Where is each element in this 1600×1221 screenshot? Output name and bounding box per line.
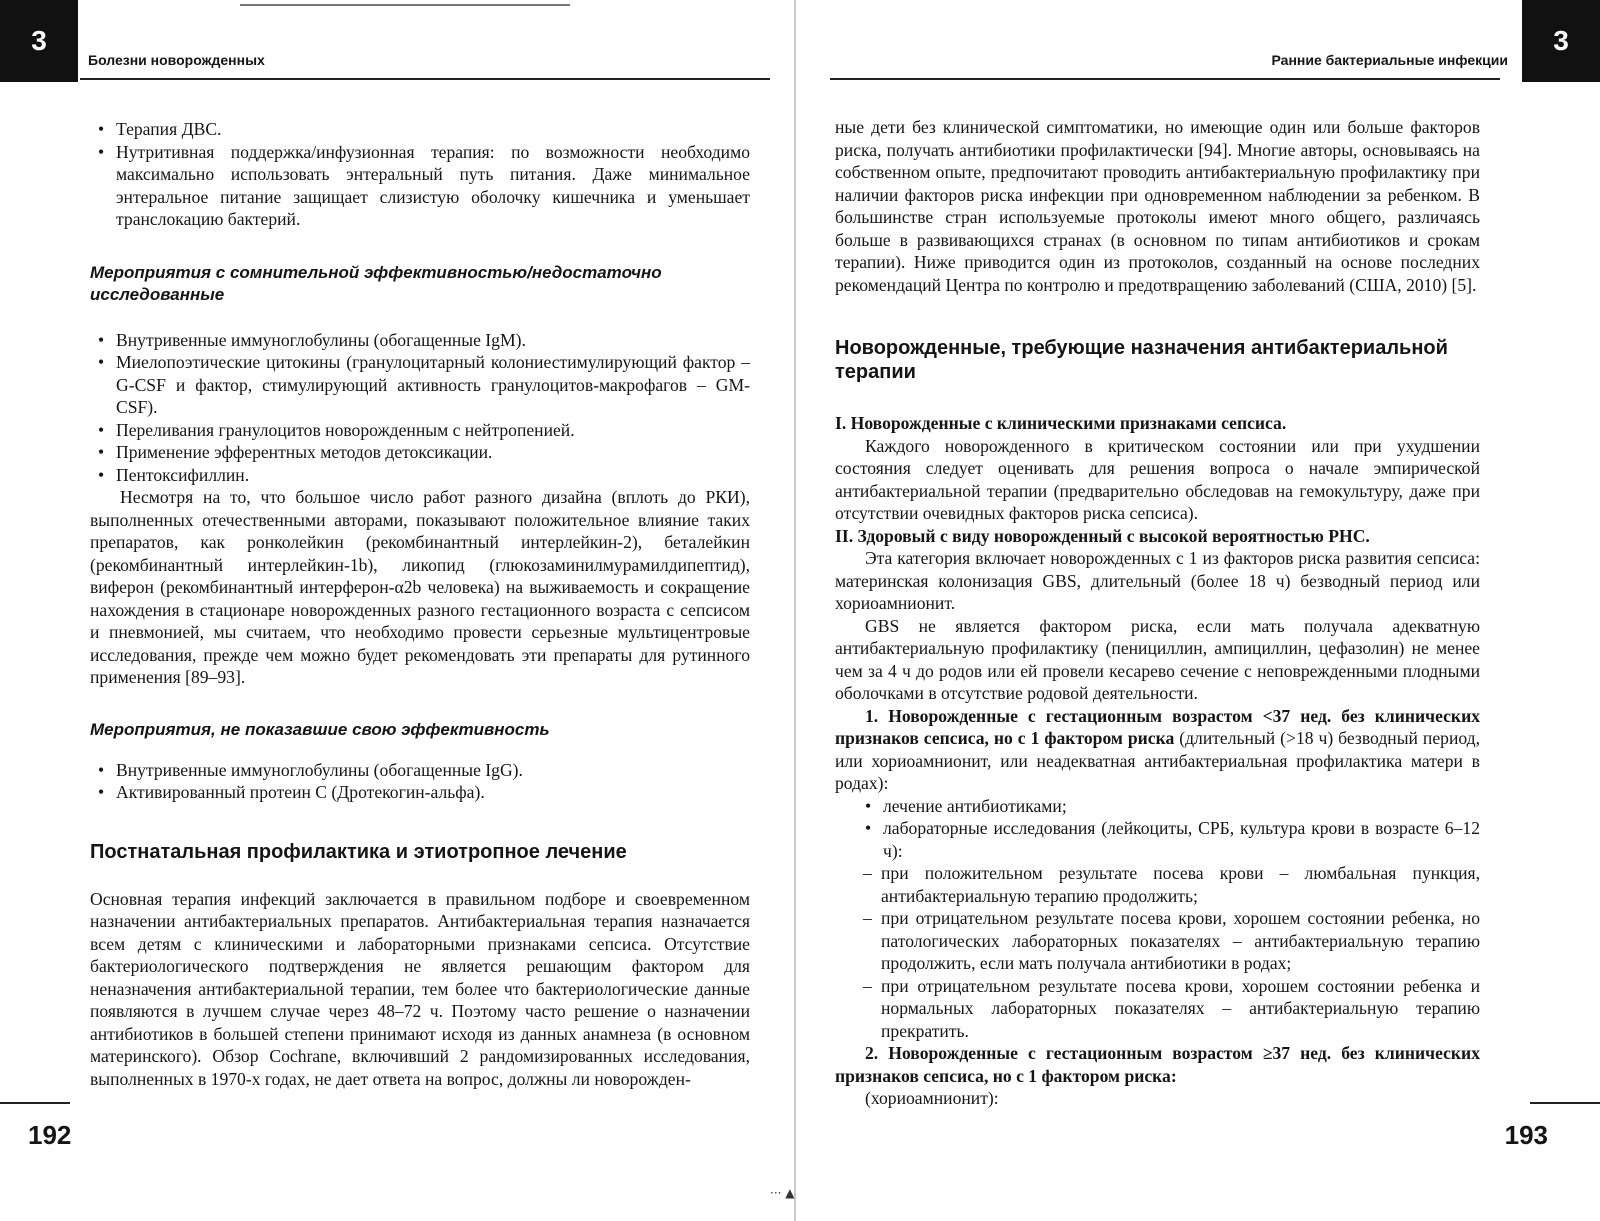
book-spine (794, 0, 796, 1221)
list-item: • Миелопоэтические цитокины (гранулоцитарный колониестимулирующий фактор – G-CSF и фактор, стимулирующий активность гранулоцитов-макрофагов – GM-CSF). (90, 351, 750, 419)
list-item: – при отрицательном результате посева крови, хорошем состоянии ребенка и нормальных лабораторных показателях – антибактериальную терапию прекратить. (863, 975, 1480, 1043)
page-number: 193 (1504, 1120, 1548, 1150)
right-body (835, 116, 1480, 1110)
scan-mark (240, 4, 570, 6)
list-item: • Активированный протеин С (Дротекогин-альфа). (90, 781, 750, 804)
list-item: – при положительном результате посева крови – люмбальная пункция, антибактериальную терапию продолжить; (863, 862, 1480, 907)
right-page (800, 0, 1600, 1221)
chapter-tab: 3 (0, 0, 78, 82)
list-item: • Пентоксифиллин. (90, 464, 750, 487)
binding-mark: ··· ▲ (770, 1186, 795, 1200)
list-item: • Внутривенные иммуноглобулины (обогащенные IgG). (90, 759, 750, 782)
list-item: • лечение антибиотиками; (857, 795, 1480, 818)
subitem1-rest: (длительный (>18 ч) безводный период, или хориоамнионит, или неадекватная антибактериальная профилактика матери в родах): (835, 728, 1480, 793)
list-item: • Применение эфферентных методов детоксикации. (90, 441, 750, 464)
page-number: 192 (28, 1120, 72, 1150)
subitem2-rest: (хориоамнионит): (865, 1088, 999, 1108)
subitem2-heading: 2. Новорожденные с гестационным возрастом ≥37 нед. без клинических признаков сепсиса, но с 1 фактором риска: (835, 1043, 1480, 1086)
paragraph-doubtful: Несмотря на то, что большое число работ разного дизайна (вплоть до РКИ), выполненных отечественными авторами, показывают положительное влияние таких препаратов, как ронколейкин (рекомбинантный интерлейкин-2), беталейкин (рекомбинантный интерлейкин-1b), ликопид (глюкозаминилмурамилдипептид), виферон (рекомбинантный интерферон-α2b человека) на выживаемость и сокращение нахождения в стационаре новорожденных разного гестационного возраста с сепсисом и пневмонией, мы считаем, что необходимо провести серьезные мультицентровые исследования, прежде чем можно будет рекомендовать эти препараты для рутинного применения [89–93]. (90, 487, 750, 687)
bullet-list-therapy (90, 118, 750, 231)
subitem1 (835, 705, 1480, 795)
paragraph-main: Основная терапия инфекций заключается в правильном подборе и своевременном назначении антибактериальных препаратов. Антибактериальная терапия назначается всем детям с клиническими и лабораторными признаками сепсиса. Отсутствие бактериологического подтверждения не является решающим фактором для неназначения антибактериальной терапии, тем более что бактериологические данные появляются в лучшем случае через 48–72 ч. Поэтому часто решение о назначении антибиотиков в большей степени принимают исходя из данных анамнеза (в основном материнского). Обзор Cochrane, включивший 2 рандомизированных исследования, выполненных в 1970-х годах, не дает ответа на вопрос, должны ли новорожден- (90, 888, 750, 1089)
bullet-list-sub1 (835, 795, 1480, 863)
paragraph-continued: ные дети без клинической симптоматики, но имеющие один или больше факторов риска, получать антибиотики профилактически [94]. Многие авторы, основываясь на собственном опыте, предпочитают проводить антибактериальную профилактику при наличии факторов риска инфекции при одновременном наблюдении за ребенком. В большинстве стран используемые протоколы имеют много общего, различаясь больше в развивающихся странах (в основном по типам антибиотиков и срокам терапии). Ниже приводится один из протоколов, созданный на основе последних рекомендаций Центра по контролю и предотвращению заболеваний (США, 2010) [5]. (835, 117, 1480, 295)
subitem1-bold: 1. Новорожденные с гестационным возрастом <37 нед. без клинических признаков сепсиса, но с 1 фактором риска (835, 705, 1480, 748)
item2-text2: GBS не является фактором риска, если мать получала адекватную антибактериальную профилактику (пенициллин, ампициллин, цефазолин) не менее чем за 4 ч до родов или ей провели кесарево сечение с неповрежденными плодными оболочками в отсутствие родовой деятельности. (835, 615, 1480, 703)
chapter-tab: 3 (1522, 0, 1600, 82)
list-item: • Внутривенные иммуноглобулины (обогащенные IgM). (90, 329, 750, 352)
subheading-ineffective: Мероприятия, не показавшие свою эффективность (90, 719, 550, 739)
header-rule (80, 78, 770, 80)
footer-rule (0, 1102, 70, 1104)
list-item: – при отрицательном результате посева крови, хорошем состоянии ребенка, но патологических лабораторных показателях – антибактериальную терапию продолжить, если мать получала антибиотики в родах; (863, 907, 1480, 975)
left-page (0, 0, 790, 1221)
item2-text1: Эта категория включает новорожденных с 1 из факторов риска развития сепсиса: материнская колонизация GBS, длительный (более 18 ч) безводный период или хориоамнионит. (835, 548, 1480, 613)
item1-text: Каждого новорожденного в критическом состоянии или при ухудшении состояния следует оценивать для решения вопроса о начале эмпирической антибактериальной терапии (предварительно обследовав на гемокультуру, даже при отсутствии очевидных факторов риска сепсиса). (835, 435, 1480, 523)
section-title-prophylaxis: Постнатальная профилактика и этиотропное лечение (90, 840, 627, 863)
bullet-list-doubtful (90, 329, 750, 487)
list-item: • лабораторные исследования (лейкоциты, СРБ, культура крови в возрасте 6–12 ч): (857, 817, 1480, 862)
running-head: Болезни новорожденных (88, 52, 265, 68)
bullet-list-ineffective (90, 759, 750, 804)
item1-heading: I. Новорожденные с клиническими признаками сепсиса. (835, 413, 1287, 433)
list-item: • Терапия ДВС. (90, 118, 750, 141)
running-head: Ранние бактериальные инфекции (1271, 52, 1508, 68)
list-item: • Переливания гранулоцитов новорожденным с нейтропенией. (90, 419, 750, 442)
footer-rule (1530, 1102, 1600, 1104)
left-body (90, 118, 750, 1090)
dash-list-sub1 (835, 862, 1480, 1042)
item2-heading: II. Здоровый с виду новорожденный с высокой вероятностью РНС. (835, 525, 1370, 546)
header-rule (830, 78, 1500, 80)
subheading-doubtful: Мероприятия с сомнительной эффективностью/недостаточно исследованные (90, 262, 662, 304)
section-title-antibacterial: Новорожденные, требующие назначения антибактериальной терапии (835, 337, 1448, 383)
list-item: • Нутритивная поддержка/инфузионная терапия: по возможности необходимо максимально использовать энтеральный путь питания. Даже минимальное энтеральное питание защищает слизистую оболочку кишечника и уменьшает транслокацию бактерий. (90, 141, 750, 231)
